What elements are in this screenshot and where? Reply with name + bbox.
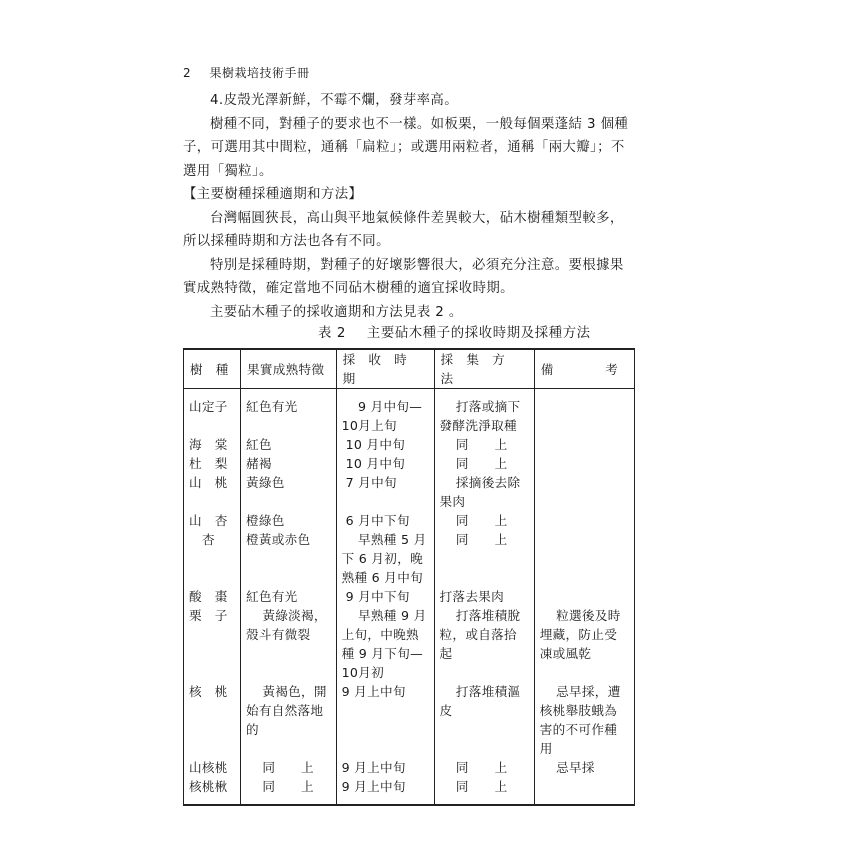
- cell-method: 打落去果肉: [434, 587, 534, 606]
- cell-harvest-time: 7 月中旬: [336, 473, 434, 511]
- body-text: [183, 89, 635, 324]
- page-number: 2: [183, 66, 192, 80]
- paragraph-table-ref: 主要砧木種子的採收適期和方法見表 2 。: [210, 304, 463, 320]
- cell-fruit: 紅色: [240, 435, 336, 454]
- cell-species: 核 桃: [184, 682, 241, 758]
- cell-harvest-time: 早熟種 9 月 上旬，中晚熟 種 9 月下旬— 10月初: [336, 606, 434, 682]
- cell-species: 山定子: [184, 389, 241, 436]
- cell-harvest-time: 9 月上中旬: [336, 758, 434, 777]
- cell-remarks: [534, 435, 634, 454]
- cell-remarks: [534, 454, 634, 473]
- cell-harvest-time: 9 月中下旬: [336, 587, 434, 606]
- table-row: [184, 389, 635, 436]
- paragraph-timing: 特別是採種時期，對種子的好壞影響很大，必須充分注意。要根據果實成熟特徵，確定當地不同砧木樹種的適宜採收時期。: [183, 257, 624, 296]
- table-title: 主要砧木種子的採收時期及採種方法: [366, 326, 591, 341]
- cell-fruit: 同 上: [240, 758, 336, 777]
- paragraph-criterion-4: 4.皮殼光澤新鮮，不霉不爛，發芽率高。: [210, 93, 459, 108]
- cell-remarks: 忌早採，遭 核桃舉肢蛾為 害的不可作種 用: [534, 682, 634, 758]
- running-head: [183, 64, 309, 81]
- cell-species: 海 棠: [184, 435, 241, 454]
- cell-remarks: 粒選後及時 埋藏，防止受 凍或風乾: [534, 606, 634, 682]
- header-collection-method: 採 集 方 法: [434, 349, 534, 389]
- cell-species: 栗 子: [184, 606, 241, 682]
- cell-method: 同 上: [434, 454, 534, 473]
- cell-remarks: [534, 587, 634, 606]
- cell-fruit: 黃綠淡褐， 殼斗有微裂: [240, 606, 336, 682]
- table-row: [184, 435, 635, 454]
- cell-species: 酸 棗: [184, 587, 241, 606]
- cell-method: 同 上: [434, 435, 534, 454]
- seed-harvest-table: [183, 348, 635, 806]
- table-number: 表 2: [318, 326, 346, 341]
- cell-fruit: 橙黃或赤色: [240, 530, 336, 587]
- cell-method: 同 上: [434, 758, 534, 777]
- paragraph-seed-requirements: 樹種不同，對種子的要求也不一樣。如板栗，一般每個栗蓬結 3 個種子，可選用其中間粒，通稱「扁粒」；或選用兩粒者，通稱「兩大瓣」；不選用「獨粒」。: [183, 116, 629, 179]
- header-fruit-maturity: 果實成熟特徵: [240, 349, 336, 389]
- cell-species: 杏: [184, 530, 241, 587]
- cell-remarks: [534, 473, 634, 511]
- table-row: [184, 758, 635, 777]
- cell-method: 採摘後去除 果肉: [434, 473, 534, 511]
- table-header-row: [184, 349, 635, 389]
- cell-method: 同 上: [434, 530, 534, 587]
- cell-fruit: 黃褐色，開 始有自然落地 的: [240, 682, 336, 758]
- cell-harvest-time: 9 月上中旬: [336, 777, 434, 805]
- cell-method: 打落堆積漚 皮: [434, 682, 534, 758]
- table-caption: [318, 322, 591, 341]
- cell-species: 山 桃: [184, 473, 241, 511]
- cell-harvest-time: 10 月中旬: [336, 435, 434, 454]
- table-row: [184, 777, 635, 805]
- cell-method: 打落堆積脫 粒，或自落拾 起: [434, 606, 534, 682]
- table-row: [184, 511, 635, 530]
- book-title: 果樹栽培技術手冊: [209, 66, 310, 80]
- cell-harvest-time: 6 月中下旬: [336, 511, 434, 530]
- cell-method: 同 上: [434, 777, 534, 805]
- cell-method: 打落或摘下 發酵洗淨取種: [434, 389, 534, 436]
- cell-fruit: 赭褐: [240, 454, 336, 473]
- cell-fruit: 紅色有光: [240, 587, 336, 606]
- section-heading: 【主要樹種採種適期和方法】: [183, 187, 363, 202]
- header-species: 樹 種: [184, 349, 241, 389]
- table-row: [184, 454, 635, 473]
- header-harvest-time: 採 收 時 期: [336, 349, 434, 389]
- table-row: [184, 606, 635, 682]
- table-row: [184, 473, 635, 511]
- header-remarks: 備 考: [534, 349, 634, 389]
- cell-species: 山核桃: [184, 758, 241, 777]
- paragraph-climate: 台灣幅圓狹長，高山與平地氣候條件差異較大，砧木樹種類型較多，所以採種時期和方法也各有不同。: [183, 210, 624, 249]
- cell-species: 杜 梨: [184, 454, 241, 473]
- table-row: [184, 530, 635, 587]
- cell-method: 同 上: [434, 511, 534, 530]
- cell-remarks: [534, 389, 634, 436]
- cell-fruit: 同 上: [240, 777, 336, 805]
- cell-remarks: 忌早採: [534, 758, 634, 777]
- cell-species: 核桃楸: [184, 777, 241, 805]
- table-row: [184, 682, 635, 758]
- cell-harvest-time: 10 月中旬: [336, 454, 434, 473]
- cell-species: 山 杏: [184, 511, 241, 530]
- table-row: [184, 587, 635, 606]
- cell-remarks: [534, 530, 634, 587]
- cell-remarks: [534, 777, 634, 805]
- cell-fruit: 橙綠色: [240, 511, 336, 530]
- cell-harvest-time: 9 月中旬— 10月上旬: [336, 389, 434, 436]
- cell-harvest-time: 9 月上中旬: [336, 682, 434, 758]
- cell-remarks: [534, 511, 634, 530]
- cell-fruit: 黃綠色: [240, 473, 336, 511]
- cell-fruit: 紅色有光: [240, 389, 336, 436]
- cell-harvest-time: 早熟種 5 月 下 6 月初，晚 熟種 6 月中旬: [336, 530, 434, 587]
